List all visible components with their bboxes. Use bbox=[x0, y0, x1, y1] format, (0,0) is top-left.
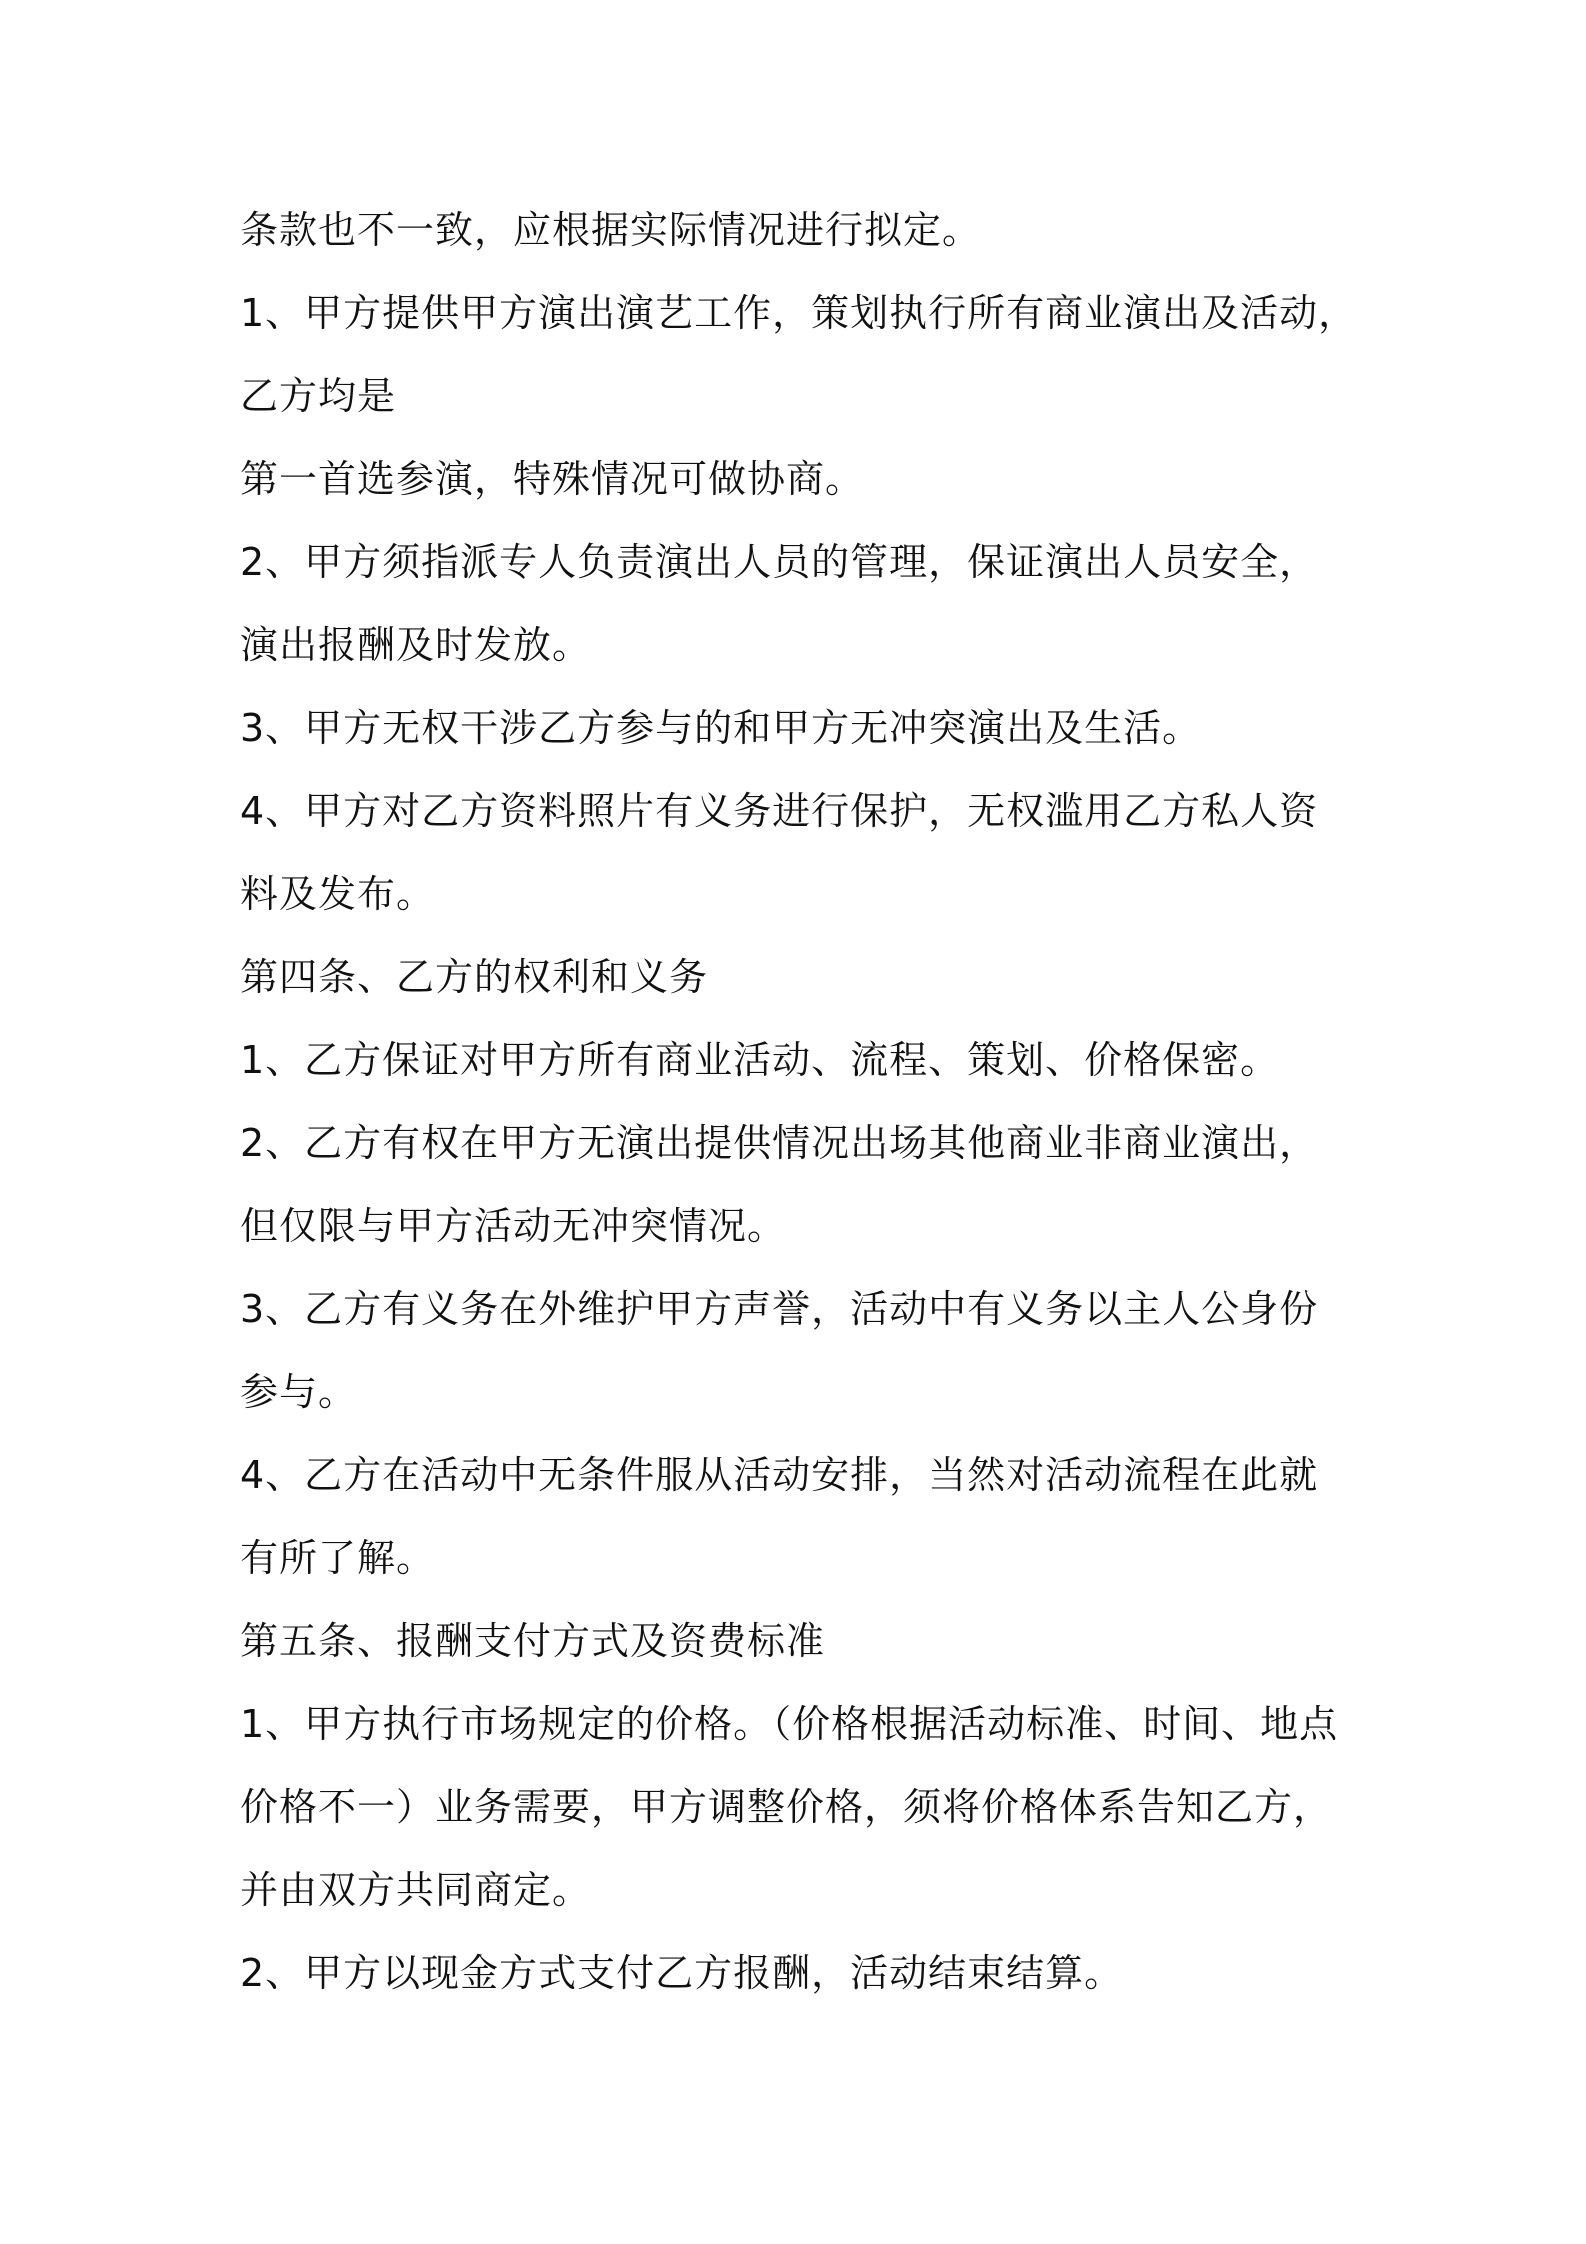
clause-3-item-2: 2、甲方须指派专人负责演出人员的管理，保证演出人员安全， bbox=[240, 540, 1319, 584]
text-line: 演出报酬及时发放。 bbox=[240, 623, 592, 667]
text-line: 参与。 bbox=[240, 1370, 358, 1414]
text-line: 并由双方共同商定。 bbox=[240, 1868, 592, 1912]
clause-5-item-1: 1、甲方执行市场规定的价格。（价格根据活动标准、时间、地点 bbox=[240, 1702, 1339, 1746]
section-heading-4: 第四条、乙方的权利和义务 bbox=[240, 955, 709, 999]
text-line: 条款也不一致，应根据实际情况进行拟定。 bbox=[240, 208, 982, 252]
text-line: 第一首选参演，特殊情况可做协商。 bbox=[240, 457, 865, 501]
clause-4-item-4: 4、乙方在活动中无条件服从活动安排，当然对活动流程在此就 bbox=[240, 1453, 1319, 1497]
text-line: 价格不一）业务需要，甲方调整价格，须将价格体系告知乙方， bbox=[240, 1785, 1333, 1829]
clause-3-item-3: 3、甲方无权干涉乙方参与的和甲方无冲突演出及生活。 bbox=[240, 706, 1202, 750]
clause-5-item-2: 2、甲方以现金方式支付乙方报酬，活动结束结算。 bbox=[240, 1951, 1124, 1995]
clause-3-item-4: 4、甲方对乙方资料照片有义务进行保护，无权滥用乙方私人资 bbox=[240, 789, 1319, 833]
clause-3-item-1: 1、甲方提供甲方演出演艺工作，策划执行所有商业演出及活动， bbox=[240, 291, 1358, 335]
text-line: 但仅限与甲方活动无冲突情况。 bbox=[240, 1204, 787, 1248]
text-line: 有所了解。 bbox=[240, 1536, 436, 1580]
section-heading-5: 第五条、报酬支付方式及资费标准 bbox=[240, 1619, 826, 1663]
clause-4-item-2: 2、乙方有权在甲方无演出提供情况出场其他商业非商业演出， bbox=[240, 1121, 1319, 1165]
clause-4-item-3: 3、乙方有义务在外维护甲方声誉，活动中有义务以主人公身份 bbox=[240, 1287, 1319, 1331]
text-line: 乙方均是 bbox=[240, 374, 397, 418]
clause-4-item-1: 1、乙方保证对甲方所有商业活动、流程、策划、价格保密。 bbox=[240, 1038, 1280, 1082]
text-line: 料及发布。 bbox=[240, 872, 436, 916]
